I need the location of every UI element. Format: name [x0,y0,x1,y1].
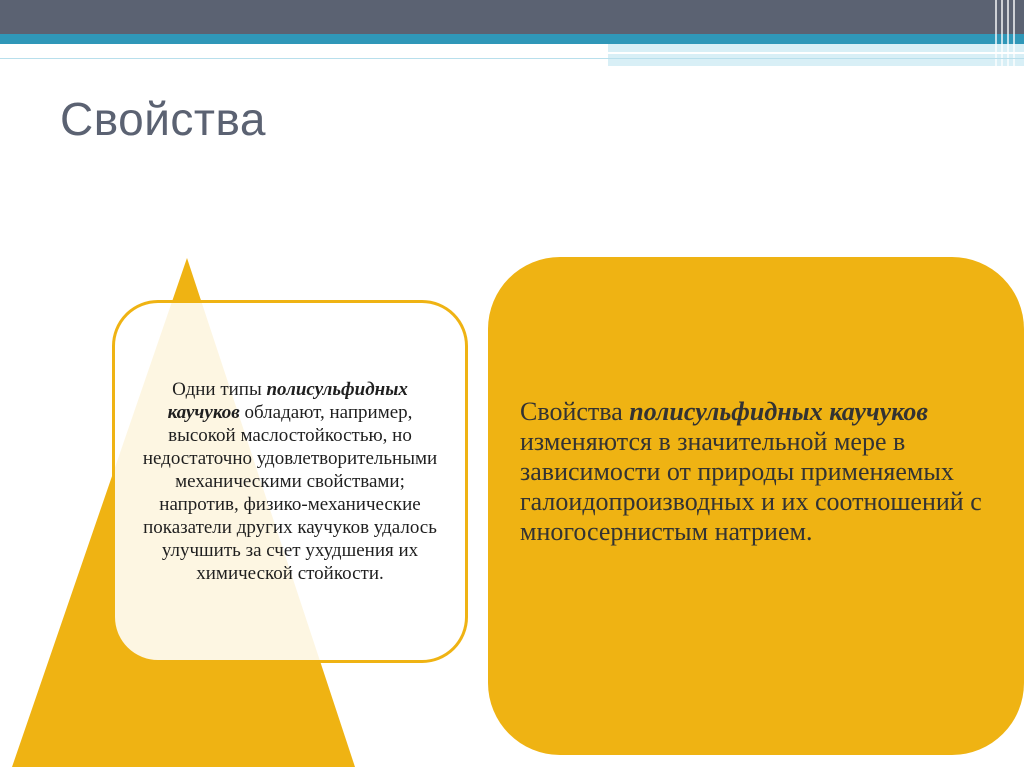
right-card-text-part1: Свойства [520,397,630,426]
slide-title: Свойства [60,93,266,145]
right-text-card [488,257,1024,755]
left-card-text [137,378,443,585]
left-card-text-part1: Одни типы [172,379,267,400]
right-card-emphasis: полисульфидных каучуков [629,397,928,426]
right-card-text [520,397,1000,547]
left-card-emphasis: полисульфидных каучуков [167,379,408,423]
right-card-text-part2: изменяются в значительной мере в зависимости от природы применяемых галоидопроизводных и их соотношений с многосернистым натрием. [520,427,982,546]
left-card-text-part2: обладают, например, высокой маслостойкостью, но недостаточно удовлетворительными механическими свойствами; напротив, физико-механические показатели других каучуков удалось улучшить за счет ухудшения их химической стойкости. [142,402,438,584]
left-text-card [112,300,468,663]
